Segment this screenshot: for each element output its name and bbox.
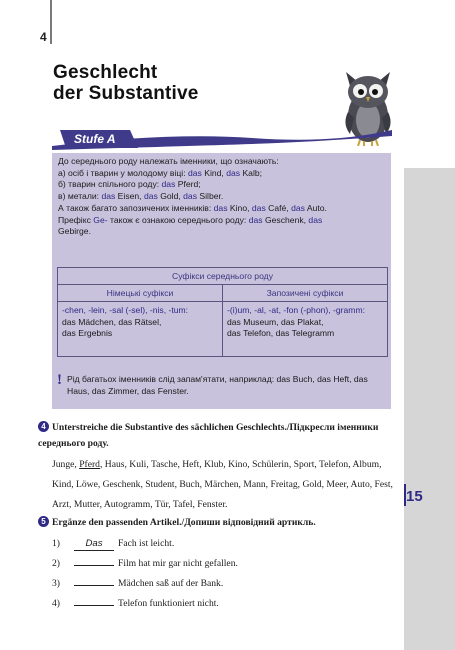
- item-text: Mädchen saß auf der Bank.: [118, 578, 224, 589]
- rule-line: Gebirge.: [58, 226, 91, 237]
- exercise-4-words: [38, 455, 394, 515]
- stufe-label: Stufe A: [74, 132, 116, 146]
- rule-line: Префікс Ge- також є ознакою середнього роду: das Geschenk, das: [58, 214, 323, 225]
- title-line-2: der Substantive: [53, 83, 199, 104]
- native-suffix-cell: [58, 302, 223, 356]
- exercise-item: [52, 534, 394, 553]
- exercise-5-items: [38, 534, 394, 613]
- underlined-word[interactable]: Pferd: [79, 459, 100, 470]
- answer-blank[interactable]: Das: [74, 538, 114, 551]
- item-text: Film hat mir gar nicht gefallen.: [118, 558, 238, 569]
- item-number: 4): [52, 598, 60, 609]
- item-number: 3): [52, 578, 60, 589]
- margin-line: [50, 0, 52, 44]
- exercise-number-badge: 4: [38, 421, 49, 432]
- native-suffix-list: -chen, -lein, -sal (-sel), -nis, -tum:: [62, 305, 189, 315]
- rule-line: До середнього роду належать іменники, що означають:: [58, 156, 279, 166]
- exercise-4-instruction: Unterstreiche die Substantive des sächlichen Geschlechts./Підкресли іменники середнього роду.: [38, 422, 379, 449]
- memorize-note: [57, 374, 387, 397]
- exercise-number-badge: 5: [38, 516, 49, 527]
- rule-line: б) тварин спільного роду: das Pferd;: [58, 179, 201, 190]
- col-borrowed-suffixes: Запозичені суфікси: [266, 288, 344, 298]
- native-examples: das Ergebnis: [62, 328, 113, 338]
- exercise-5: [38, 515, 394, 613]
- exercise-4: [38, 420, 394, 515]
- word-list: Junge,: [52, 459, 80, 470]
- item-text: Telefon funktioniert nicht.: [118, 598, 219, 609]
- note-text: Рід багатьох іменників слід запам'ятати, наприклад: das Buch, das Heft, das Haus, das Zimmer, das Fenster.: [67, 374, 368, 396]
- exercise-4-heading: [38, 420, 394, 452]
- side-strip: [404, 168, 455, 650]
- rule-line: А також багато запозичених іменників: das Kino, das Café, das Auto.: [58, 202, 327, 213]
- answer-blank[interactable]: [74, 573, 114, 586]
- grammar-rule-text: [58, 156, 386, 238]
- item-text: Fach ist leicht.: [118, 538, 175, 549]
- page-title: [53, 62, 199, 104]
- native-examples: das Mädchen, das Rätsel,: [62, 316, 162, 327]
- borrowed-suffix-cell: [223, 302, 387, 356]
- word-list: , Haus, Kuli, Tasche, Heft, Klub, Kino, Schülerin, Sport, Telefon, Album, Kind, Löwe, Geschenk, Student, Buch, Märchen, Mann, Freitag, Gold, Meer, Auto, Fest, Arzt, Mutter, Autogramm, Tür, Tafel, Fenster.: [52, 459, 393, 510]
- exercise-5-heading: [38, 515, 394, 531]
- exercise-5-instruction: Ergänze den passenden Artikel./Допиши відповідний артикль.: [52, 517, 316, 528]
- sidebar-page-number: 15: [406, 488, 423, 505]
- borrowed-examples: das Museum, das Plakat,: [227, 316, 324, 327]
- item-number: 2): [52, 558, 60, 569]
- page-number: 4: [40, 30, 47, 44]
- suffix-table-title: Суфікси середнього роду: [58, 268, 387, 285]
- exercise-item: [52, 593, 394, 613]
- rule-line: а) осіб і тварин у молодому віці: das Kind, das Kalb;: [58, 167, 263, 178]
- exercise-item: [52, 553, 394, 573]
- item-number: 1): [52, 538, 60, 549]
- suffix-table: [57, 267, 388, 357]
- borrowed-examples: das Telefon, das Telegramm: [227, 328, 335, 338]
- stufe-banner: [52, 128, 392, 150]
- rule-line: в) метали: das Eisen, das Gold, das Silber.: [58, 191, 224, 202]
- grammar-info-box: [52, 153, 391, 409]
- title-line-1: Geschlecht: [53, 62, 158, 83]
- col-native-suffixes: Німецькі суфікси: [58, 285, 223, 301]
- answer-blank[interactable]: [74, 593, 114, 606]
- exclamation-icon: !: [57, 372, 62, 388]
- borrowed-suffix-list: -(i)um, -al, -at, -fon (-phon), -gramm:: [227, 305, 365, 315]
- answer-blank[interactable]: [74, 553, 114, 566]
- suffix-table-header: [58, 285, 387, 302]
- exercise-item: [52, 573, 394, 593]
- suffix-table-body: [58, 302, 387, 356]
